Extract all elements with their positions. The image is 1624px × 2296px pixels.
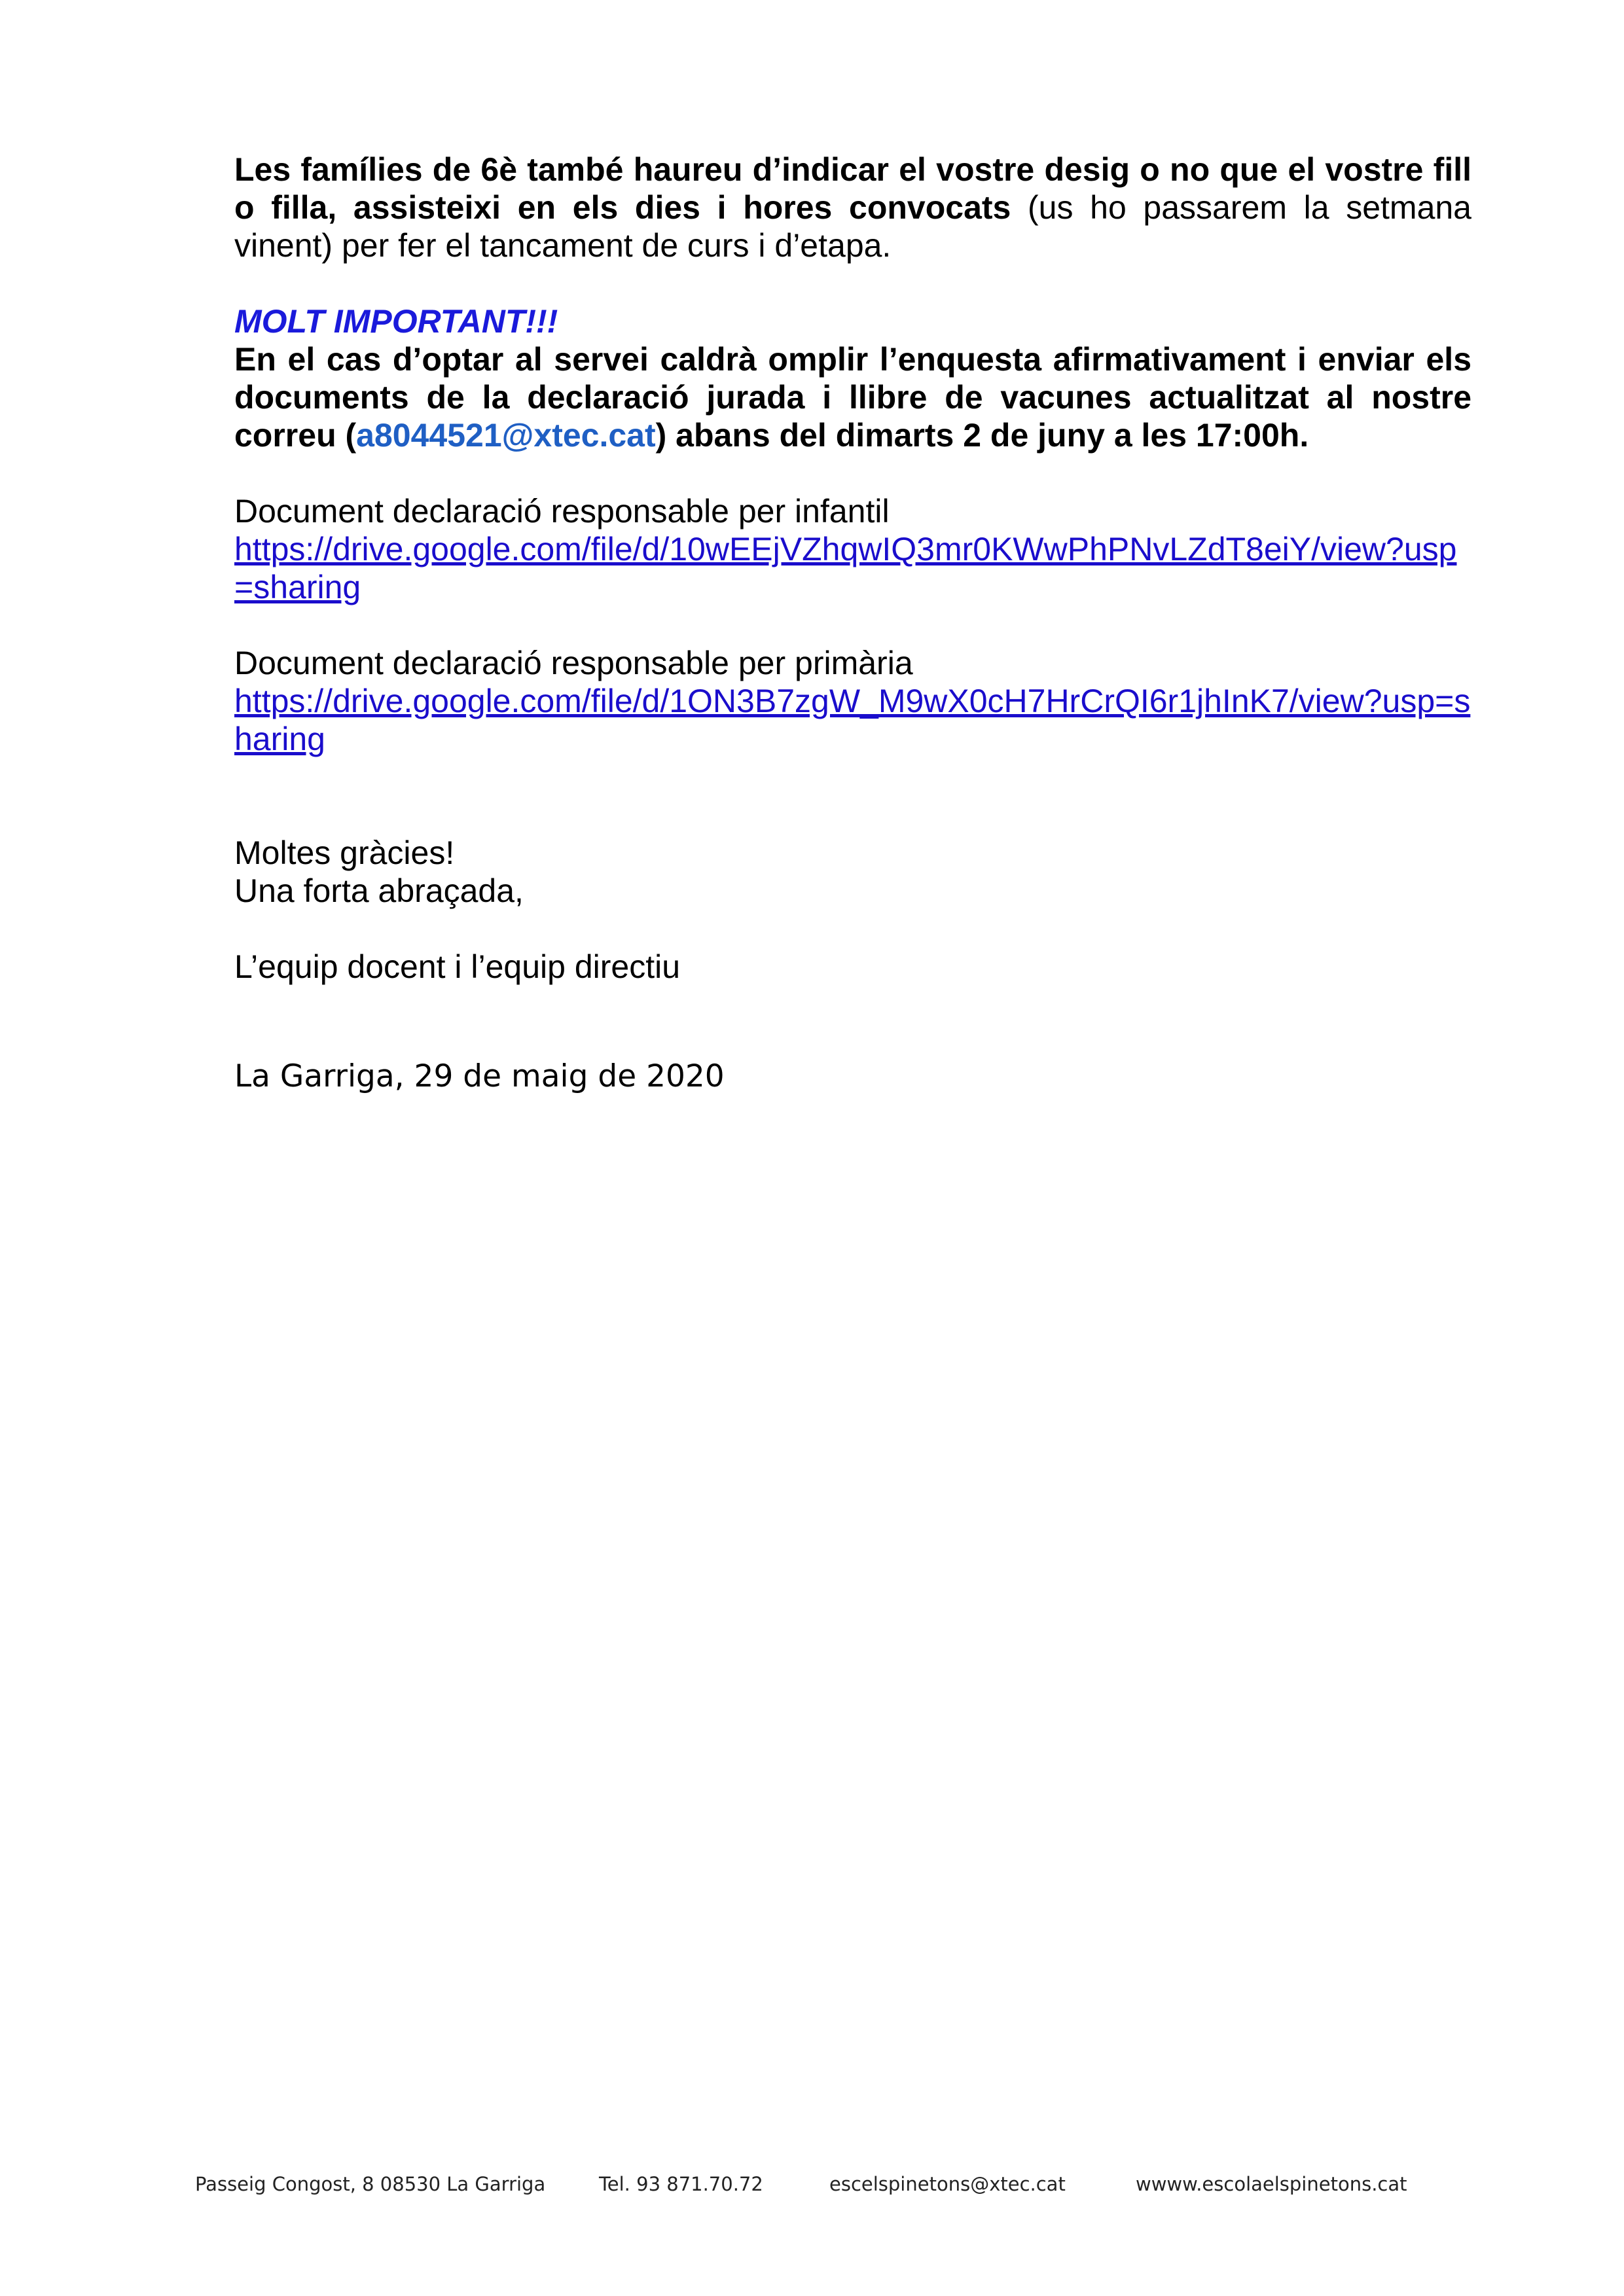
footer-address: Passeig Congost, 8 08530 La Garriga xyxy=(195,2173,546,2195)
footer-website[interactable]: wwww.escolaelspinetons.cat xyxy=(1136,2173,1407,2195)
important-heading: MOLT IMPORTANT!!! xyxy=(234,303,558,340)
closing-hug: Una forta abraçada, xyxy=(234,872,524,909)
doc-infantil-label: Document declaració responsable per infantil xyxy=(234,493,890,529)
closing-thanks: Moltes gràcies! xyxy=(234,834,455,871)
letter-body xyxy=(234,151,1471,1096)
doc-primaria-link[interactable]: https://drive.google.com/file/d/1ON3B7zgW_M9wX0cH7HrCrQI6r1jhInK7/view?usp=sharing xyxy=(234,683,1471,757)
important-text-after: ) abans del dimarts 2 de juny a les 17:00h. xyxy=(655,417,1309,454)
doc-primaria-label: Document declaració responsable per primària xyxy=(234,645,913,681)
paragraph-6e-normal: (us ho passarem la setmana vinent) per fer el tancament de curs i d’etapa. xyxy=(234,189,1471,264)
page-footer xyxy=(195,2173,1439,2212)
letter-date: La Garriga, 29 de maig de 2020 xyxy=(234,1058,725,1094)
footer-email[interactable]: escelspinetons@xtec.cat xyxy=(829,2173,1066,2195)
paragraph-6e-families xyxy=(234,151,1471,264)
paragraph-6e-bold: Les famílies de 6è també haureu d’indicar el vostre desig o no que el vostre fill o filla, assisteixi en els dies i hores convocats xyxy=(234,151,1471,226)
doc-infantil-link[interactable]: https://drive.google.com/file/d/10wEEjVZhqwIQ3mr0KWwPhPNvLZdT8eiY/view?usp=sharing xyxy=(234,531,1457,605)
closing-signature: L’equip docent i l’equip directiu xyxy=(234,948,681,985)
footer-phone: Tel. 93 871.70.72 xyxy=(599,2173,763,2195)
important-text-before: En el cas d’optar al servei caldrà omplir l’enquesta afirmativament i enviar els documents de la declaració jurada i llibre de vacunes actualitzat al nostre correu ( xyxy=(234,341,1471,454)
important-paragraph xyxy=(234,340,1471,454)
contact-email[interactable]: a8044521@xtec.cat xyxy=(356,417,656,454)
